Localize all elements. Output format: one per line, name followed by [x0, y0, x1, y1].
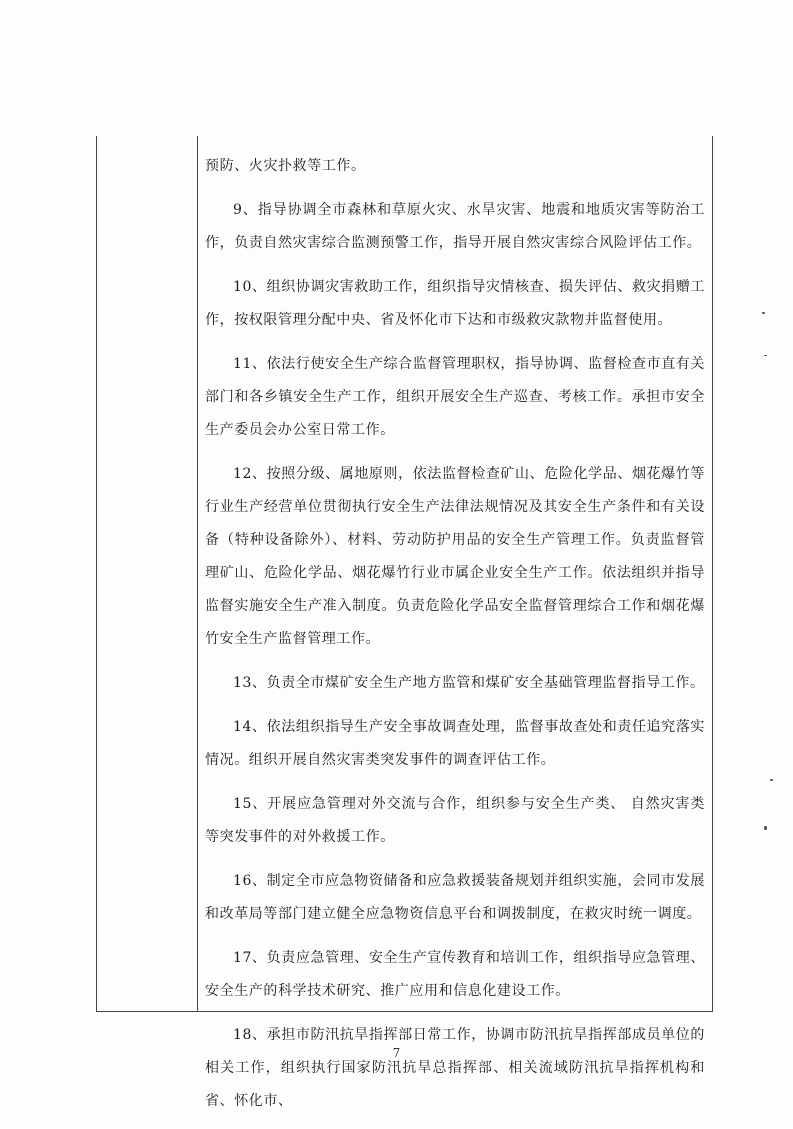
paragraph-continuation: 预防、火灾扑救等工作。	[205, 158, 366, 174]
paragraph-item-9: 9、指导协调全市森林和草原火灾、水旱灾害、地震和地质灾害等防治工作，负责自然灾害综合监测预警工作，指导开展自然灾害综合风险评估工作。	[205, 202, 705, 251]
page-number: 7	[392, 1046, 401, 1060]
paragraph-item-15: 15、开展应急管理对外交流与合作，组织参与安全生产类、 自然灾害类等突发事件的对外救援工作。	[205, 796, 705, 845]
table-column-divider	[197, 136, 198, 1012]
paragraph-item-16: 16、制定全市应急物资储备和应急救援装备规划并组织实施，会同市发展和改革局等部门建立健全应急物资信息平台和调拨制度，在救灾时统一调度。	[205, 873, 705, 922]
paragraph-item-18: 18、承担市防汛抗旱指挥部日常工作，协调市防汛抗旱指挥部成员单位的相关工作，组织执行国家防汛抗旱总指挥部、相关流域防汛抗旱指挥机构和省、怀化市、	[205, 1027, 705, 1109]
paragraph-item-17: 17、负责应急管理、安全生产宣传教育和培训工作，组织指导应急管理、安全生产的科学技术研究、推广应用和信息化建设工作。	[205, 950, 705, 999]
paragraph-item-13: 13、负责全市煤矿安全生产地方监管和煤矿安全基础管理监督指导工作。	[233, 675, 705, 691]
paragraph-item-10: 10、组织协调灾害救助工作，组织指导灾情核查、损失评估、救灾捐赠工作，按权限管理分配中央、省及怀化市下达和市级救灾款物并监督使用。	[205, 279, 705, 328]
scan-speck	[762, 312, 765, 314]
scan-speck	[764, 826, 767, 830]
scan-speck	[770, 779, 773, 781]
table-content-cell	[205, 150, 705, 1129]
paragraph-item-12: 12、按照分级、属地原则，依法监督检查矿山、危险化学品、烟花爆竹等行业生产经营单位贯彻执行安全生产法律法规情况及其安全生产条件和有关设备（特种设备除外）、材料、劳动防护用品的安全生产管理工作。负责监督管理矿山、危险化学品、烟花爆竹行业市属企业安全生产工作。依法组织并指导监督实施安全生产准入制度。负责危险化学品安全监督管理综合工作和烟花爆竹安全生产监督管理工作。	[205, 466, 705, 647]
paragraph-item-11: 11、依法行使安全生产综合监督管理职权，指导协调、监督检查市直有关部门和各乡镇安全生产工作，组织开展安全生产巡查、考核工作。承担市安全生产委员会办公室日常工作。	[205, 356, 705, 438]
scan-speck	[764, 355, 767, 356]
paragraph-item-14: 14、依法组织指导生产安全事故调查处理，监督事故查处和责任追究落实情况。组织开展自然灾害类突发事件的调查评估工作。	[205, 719, 705, 768]
